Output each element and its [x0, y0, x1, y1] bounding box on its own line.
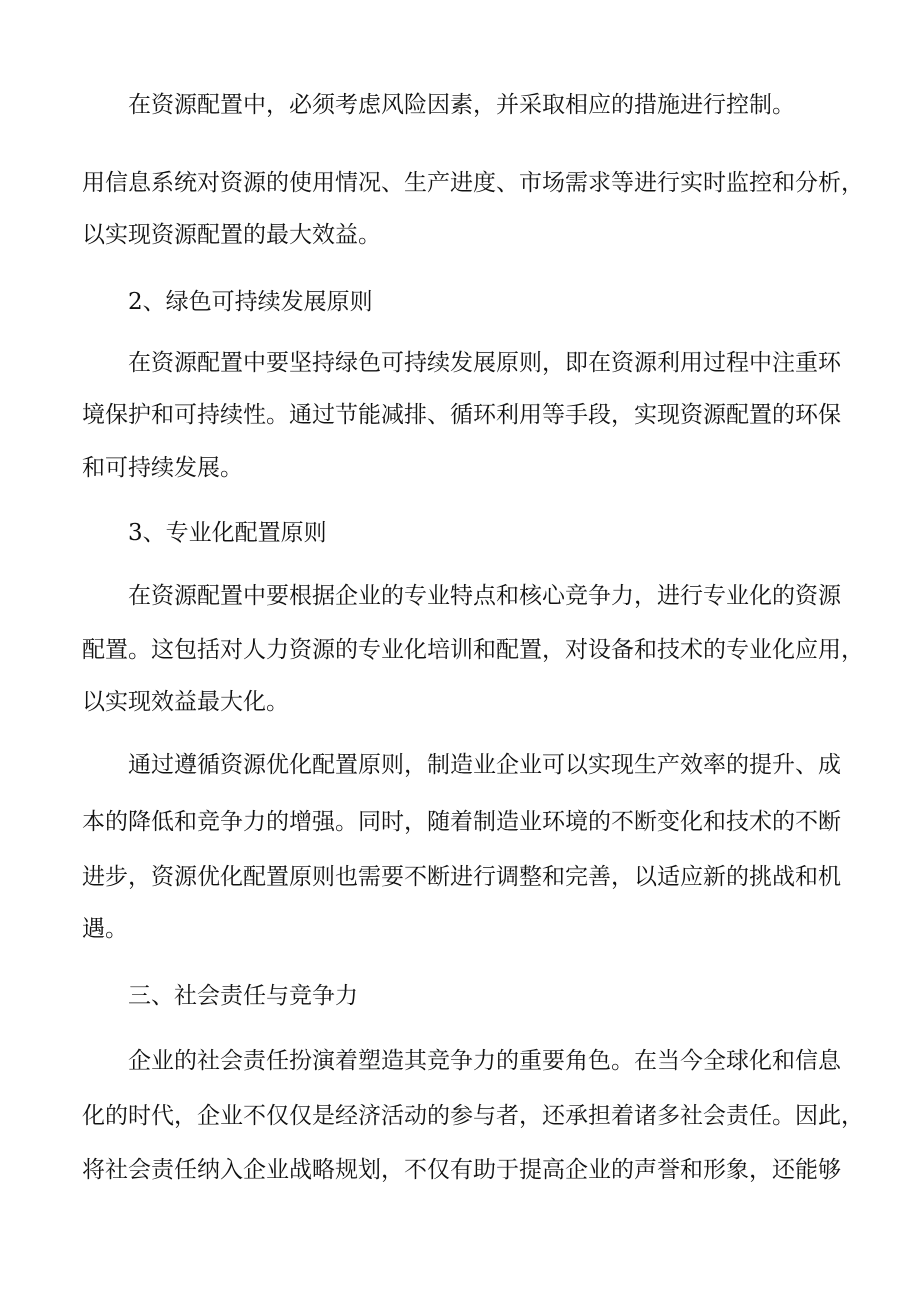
- paragraph-line: 以实现资源配置的最大效益。: [82, 222, 381, 248]
- section-heading: 2、绿色可持续发展原则: [128, 289, 373, 315]
- paragraph-line: 用信息系统对资源的使用情况、生产进度、市场需求等进行实时监控和分析，: [82, 170, 864, 196]
- paragraph-line: 在资源配置中要根据企业的专业特点和核心竞争力，进行专业化的资源: [128, 583, 841, 609]
- section-heading: 三、社会责任与竞争力: [128, 983, 358, 1009]
- paragraph-line: 以实现效益最大化。: [82, 689, 289, 715]
- paragraph-line: 境保护和可持续性。通过节能减排、循环利用等手段，实现资源配置的环保: [82, 402, 841, 428]
- paragraph-line: 通过遵循资源优化配置原则，制造业企业可以实现生产效率的提升、成: [128, 752, 841, 778]
- section-heading: 3、专业化配置原则: [128, 520, 327, 546]
- paragraph-line: 在资源配置中要坚持绿色可持续发展原则，即在资源利用过程中注重环: [128, 350, 841, 376]
- paragraph-line: 遇。: [82, 916, 128, 942]
- paragraph-line: 在资源配置中，必须考虑风险因素，并采取相应的措施进行控制。: [128, 92, 795, 118]
- paragraph-line: 配置。这包括对人力资源的专业化培训和配置，对设备和技术的专业化应用，: [82, 637, 864, 663]
- paragraph-line: 将社会责任纳入企业战略规划，不仅有助于提高企业的声誉和形象，还能够: [82, 1157, 841, 1183]
- paragraph-line: 企业的社会责任扮演着塑造其竞争力的重要角色。在当今全球化和信息: [128, 1048, 841, 1074]
- paragraph-line: 进步，资源优化配置原则也需要不断进行调整和完善，以适应新的挑战和机: [82, 864, 841, 890]
- paragraph-line: 和可持续发展。: [82, 455, 243, 481]
- paragraph-line: 化的时代，企业不仅仅是经济活动的参与者，还承担着诸多社会责任。因此，: [82, 1103, 864, 1129]
- paragraph-line: 本的降低和竞争力的增强。同时，随着制造业环境的不断变化和技术的不断: [82, 809, 841, 835]
